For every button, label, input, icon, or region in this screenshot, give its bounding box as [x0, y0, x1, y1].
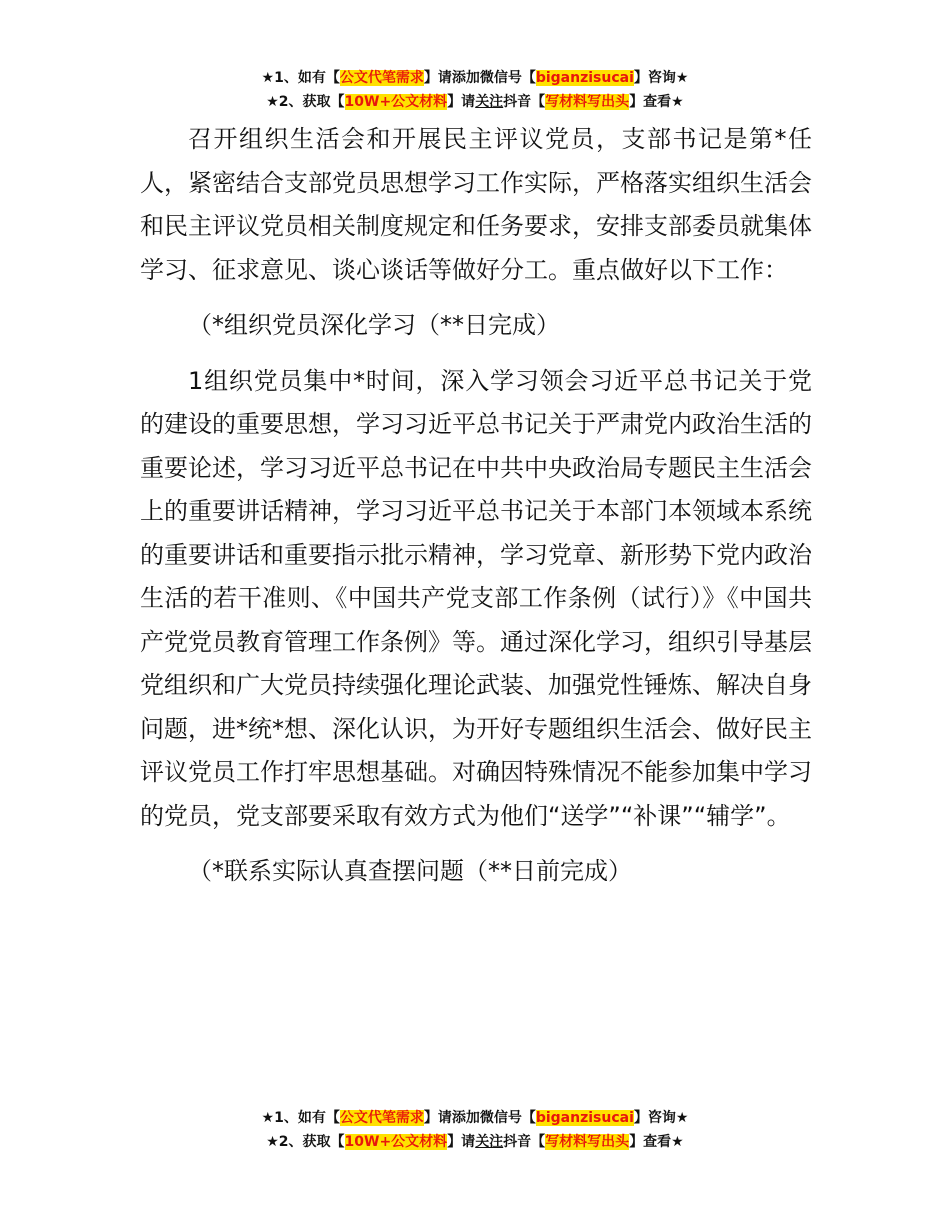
- underlined-text: 关注: [475, 1134, 504, 1150]
- footer-line-2: ★2、获取【10W+公文材料】请关注抖音【写材料写出头】查看★: [266, 1134, 684, 1150]
- intro-paragraph: 召开组织生活会和开展民主评议党员，支部书记是第*任人，紧密结合支部党员思想学习工作实际，严格落实组织生活会和民主评议党员相关制度规定和任务要求，安排支部委员就集体学习、征求意见、谈心谈话等做好分工。重点做好以下工作：: [140, 125, 812, 284]
- header-line-1: ★1、如有【公文代笔需求】请添加微信号【biganzisucai】咨询★: [261, 70, 689, 86]
- section-heading-2: （*联系实际认真查摆问题（**日前完成）: [188, 857, 632, 885]
- highlight-text: 公文代笔需求: [339, 1110, 424, 1126]
- highlight-text: 写材料写出头: [545, 1134, 630, 1150]
- footer-banner: [0, 1106, 950, 1154]
- wechat-id-highlight: biganzisucai: [535, 70, 634, 86]
- wechat-id-highlight: biganzisucai: [535, 1110, 634, 1126]
- header-line-2: ★2、获取【10W+公文材料】请关注抖音【写材料写出头】查看★: [266, 94, 684, 110]
- underlined-text: 关注: [475, 94, 504, 110]
- document-body: [140, 118, 812, 894]
- header-banner: [0, 66, 950, 114]
- section-heading-1: （*组织党员深化学习（**日完成）: [188, 311, 560, 339]
- footer-line-1: ★1、如有【公文代笔需求】请添加微信号【biganzisucai】咨询★: [261, 1110, 689, 1126]
- body-paragraph-1: 1组织党员集中*时间，深入学习领会习近平总书记关于党的建设的重要思想，学习习近平总书记关于严肃党内政治生活的重要论述，学习习近平总书记在中共中央政治局专题民主生活会上的重要讲话精神，学习习近平总书记关于本部门本领域本系统的重要讲话和重要指示批示精神，学习党章、新形势下党内政治生活的若干准则、《中国共产党支部工作条例（试行）》《中国共产党党员教育管理工作条例》等。通过深化学习，组织引导基层党组织和广大党员持续强化理论武装、加强党性锤炼、解决自身问题，进*统*想、深化认识，为开好专题组织生活会、做好民主评议党员工作打牢思想基础。对确因特殊情况不能参加集中学习的党员，党支部要采取有效方式为他们“送学”“补课”“辅学”。: [140, 366, 812, 830]
- highlight-text: 写材料写出头: [545, 94, 630, 110]
- highlight-text: 公文代笔需求: [339, 70, 424, 86]
- highlight-text: 10W+公文材料: [344, 1134, 448, 1150]
- highlight-text: 10W+公文材料: [344, 94, 448, 110]
